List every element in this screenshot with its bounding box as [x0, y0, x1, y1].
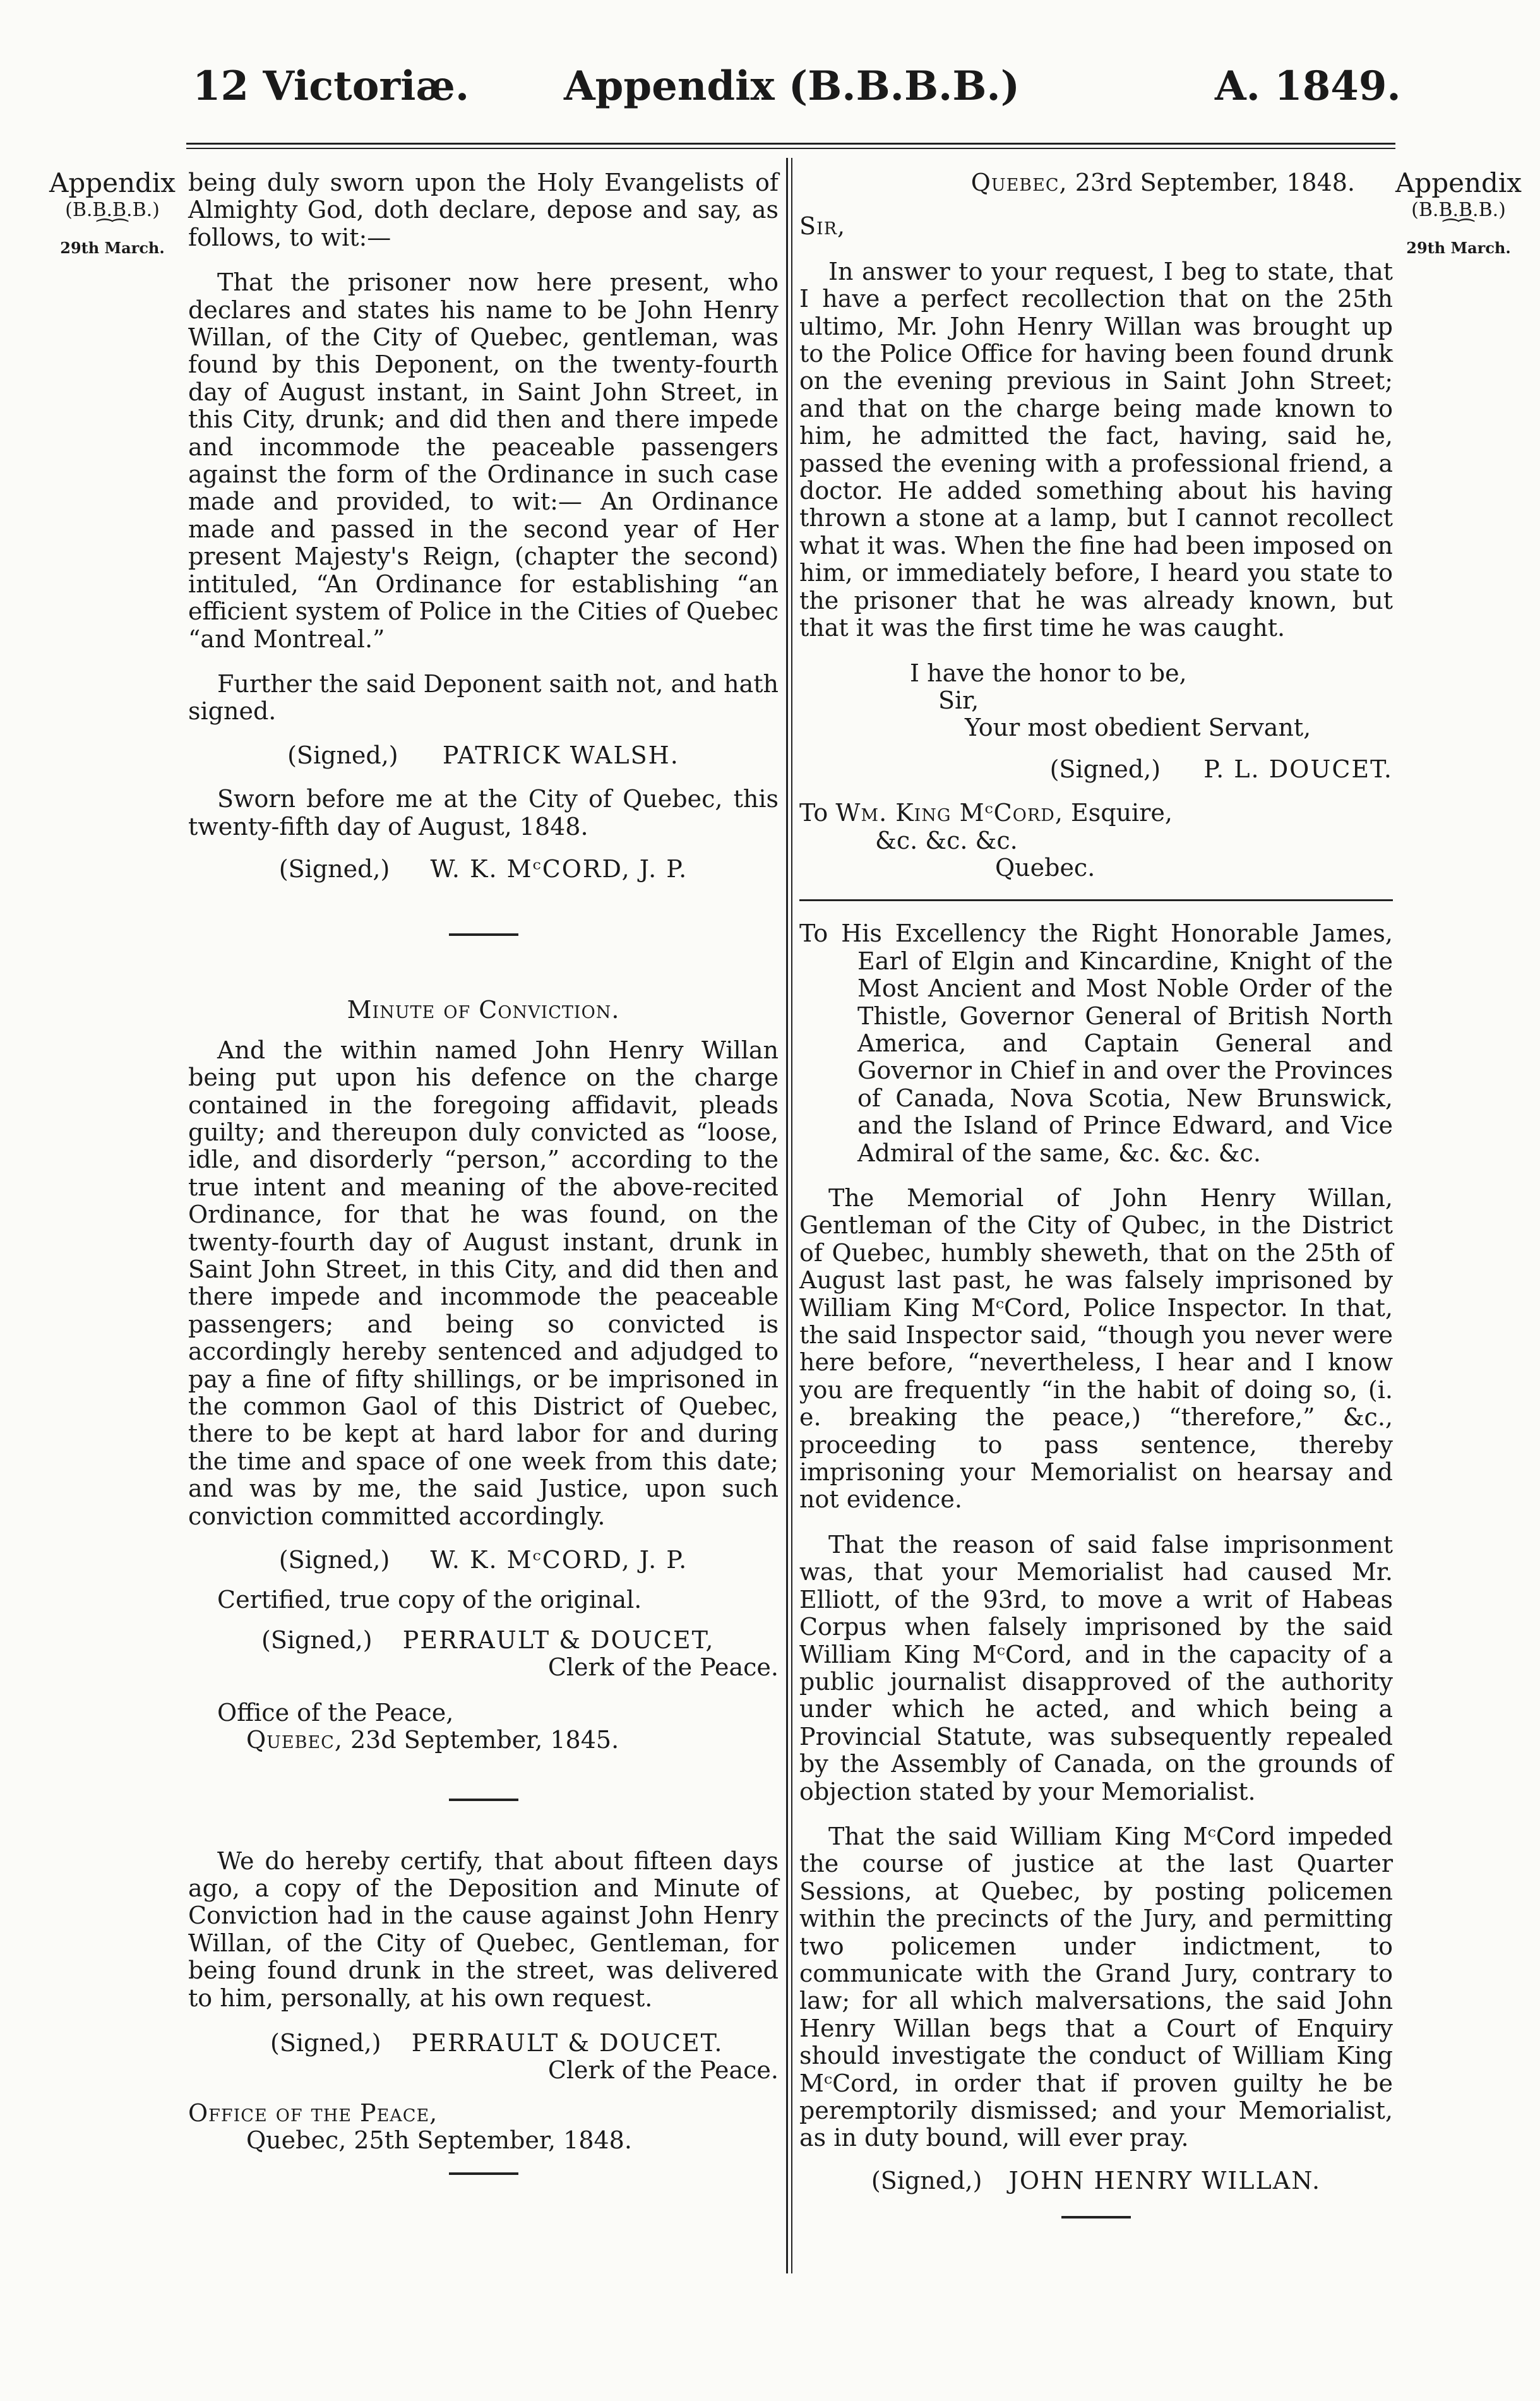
- addressee-line-2: &c. &c. &c.: [875, 826, 1018, 854]
- office-dateline: Quebec, 25th September, 1848.: [246, 2126, 632, 2155]
- margin-note-subtitle: (B.B.B.B.): [1411, 199, 1506, 221]
- margin-note-left: [43, 168, 182, 258]
- signature-walsh: [188, 742, 779, 769]
- margin-note-title: Appendix: [49, 167, 176, 198]
- office-place: Quebec,: [246, 1726, 343, 1754]
- column-divider-right: [791, 158, 792, 2273]
- office-line: Office of the Peace,: [217, 1698, 454, 1727]
- margin-note-subtitle: (B.B.B.B.): [65, 199, 160, 221]
- memorial-address: To His Excellency the Right Honorable James, Earl of Elgin and Kincardine, Knight of the Most Ancient and Most Noble Order of the Thistle, Governor General of British North America, and Captain General and Governor in Chief in and over the Provinces of Canada, Nova Scotia, New Brunswick, and the Island of Prince Edward, and Vice Admiral of the same, &c. &c. &c.: [799, 919, 1393, 1167]
- header-rule-top: [186, 143, 1395, 145]
- deposition-body: That the prisoner now here present, who declares and states his name to be John Henry Willan, of the City of Quebec, gentleman, was found by this Deponent, on the twenty-fourth day of August instant, in Saint John Street, in this City, drunk; and did then and there impede and incommode the peaceable passengers against the form of the Ordinance in such case made and provided, to wit:— An Ordinance made and passed in the second year of Her present Majesty's Reign, (chapter the second) intituled, “An Ordinance for establishing “an efficient system of Police in the Cities of Quebec “and Montreal.”: [188, 268, 779, 653]
- letter-closing-2: Sir,: [938, 686, 979, 714]
- margin-note-title: Appendix: [1395, 167, 1522, 198]
- addressee-name: Wm. King MᶜCord,: [835, 799, 1063, 827]
- sworn-statement: Sworn before me at the City of Quebec, this twenty-fifth day of August, 1848.: [188, 785, 779, 841]
- deposition-opening: being duly sworn upon the Holy Evangelists of Almighty God, doth declare, depose and say, as follows, to wit:—: [188, 169, 779, 251]
- header-right: A. 1849.: [1215, 63, 1401, 110]
- addressee-line-3: Quebec.: [995, 853, 1095, 882]
- certificate-body: We do hereby certify, that about fifteen days ago, a copy of the Deposition and Minute of Conviction had in the cause against John Henry Willan, of the City of Quebec, Gentleman, for being found drunk in the street, was delivered to him, personally, at his own request.: [188, 1847, 779, 2012]
- section-divider: [449, 2172, 518, 2175]
- header-rule-bottom: [186, 148, 1395, 149]
- signature-mccord-2: [188, 1547, 779, 1574]
- header-center: Appendix (B.B.B.B.): [564, 63, 1020, 110]
- left-column: [188, 169, 779, 2175]
- margin-note-date: 29th March.: [60, 239, 165, 257]
- signature-label: (Signed,): [287, 741, 398, 769]
- signature-name: PERRAULT & DOUCET,: [402, 1626, 715, 1654]
- signature-label: (Signed,): [261, 1626, 373, 1654]
- margin-flourish-icon: ⁀⁀: [97, 219, 128, 241]
- addressee-prefix: To: [799, 799, 828, 827]
- memorial-body-3: That the said William King MᶜCord impeded the course of justice at the last Quarter Sessions, at Quebec, by posting policemen within the precincts of the Jury, and permitting two policemen under indictment, to communicate with the Grand Jury, contrary to law; for all which malversations, the said John Henry Willan begs that a Court of Enquiry should investigate the conduct of William King MᶜCord, in order that if proven guilty he be peremptorily dismissed; and your Memorialist, as in duty bound, will ever pray.: [799, 1822, 1393, 2152]
- letter-closing-3: Your most obedient Servant,: [965, 714, 1311, 742]
- memorial-body-1: The Memorial of John Henry Willan, Gentleman of the City of Qubec, in the District of Quebec, humbly sheweth, that on the 25th of August last past, he was falsely imprisoned by William King MᶜCord, Police Inspector. In that, the said Inspector said, “though you never were here before, “nevertheless, I hear and I know you are frequently “in the habit of doing so, (i. e. breaking the peace,) “therefore,” &c., proceeding to pass sentence, thereby imprisoning your Memorialist on hearsay and not evidence.: [799, 1184, 1393, 1514]
- signature-willan: [799, 2167, 1393, 2194]
- right-column: [799, 169, 1393, 2218]
- minute-title: Minute of Conviction.: [347, 996, 620, 1024]
- signature-name: PERRAULT & DOUCET.: [411, 2028, 724, 2057]
- letter-body: In answer to your request, I beg to state, that I have a perfect recollection that on the 25th ultimo, Mr. John Henry Willan was brought up to the Police Office for having been found drunk on the evening previous in Saint John Street; and that on the charge being made known to him, he admitted the fact, having, said he, passed the evening with a professional friend, a doctor. He added something about his having thrown a stone at a lamp, but I cannot recollect what it was. When the fine had been imposed on him, or immediately before, I heard you state to the prisoner that he was already known, but that it was the first time he was caught.: [799, 257, 1393, 642]
- clerk-title-1: Clerk of the Peace.: [547, 1653, 779, 1682]
- signature-perrault-2: [188, 2030, 779, 2057]
- signature-label: (Signed,): [1049, 755, 1161, 783]
- letter-date: 23rd September, 1848.: [1075, 169, 1355, 196]
- signature-name: W. K. MᶜCORD, J. P.: [430, 854, 688, 883]
- signature-label: (Signed,): [278, 1546, 390, 1574]
- signature-label: (Signed,): [871, 2166, 982, 2194]
- signature-label: (Signed,): [270, 2028, 381, 2057]
- memorial-body-2: That the reason of said false imprisonment was, that your Memorialist had caused Mr. Elliott, of the 93rd, to move a writ of Habeas Corpus when falsely imprisoned by the said William King MᶜCord, and in the capacity of a public journalist disapproved of the authority under which he acted, and which being a Provincial Statute, was subsequently repealed by the Assembly of Canada, on the grounds of objection stated by your Memorialist.: [799, 1530, 1393, 1805]
- signature-doucet: [799, 756, 1393, 783]
- signature-label: (Signed,): [278, 854, 390, 883]
- letter-place: Quebec,: [970, 169, 1068, 196]
- column-divider-left: [786, 158, 788, 2273]
- section-divider: [1061, 2216, 1131, 2218]
- office-date: 23d September, 1845.: [350, 1726, 619, 1754]
- signature-mccord-1: [188, 856, 779, 883]
- signature-name: PATRICK WALSH.: [442, 741, 679, 769]
- signature-perrault-1: [188, 1627, 779, 1654]
- signature-name: JOHN HENRY WILLAN.: [1008, 2166, 1322, 2194]
- margin-flourish-icon: ⁀⁀: [1443, 219, 1474, 241]
- deposition-closing: Further the said Deponent saith not, and hath signed.: [188, 669, 779, 726]
- letter-addressee: [799, 799, 1393, 827]
- letter-dateline: [799, 169, 1393, 196]
- office-dateline: [188, 1727, 779, 1754]
- letter-closing-1: I have the honor to be,: [910, 659, 1187, 687]
- clerk-title-2: Clerk of the Peace.: [547, 2056, 779, 2085]
- office-line: Office of the Peace,: [188, 2099, 438, 2127]
- certified-copy: Certified, true copy of the original.: [217, 1586, 642, 1614]
- margin-note-right: [1389, 168, 1528, 258]
- header-left: 12 Victoriæ.: [193, 63, 470, 110]
- addressee-suffix: Esquire,: [1071, 799, 1173, 827]
- signature-name: W. K. MᶜCORD, J. P.: [430, 1546, 688, 1574]
- signature-name: P. L. DOUCET.: [1203, 755, 1393, 783]
- letter-salutation: Sir,: [799, 212, 846, 241]
- margin-note-date: 29th March.: [1406, 239, 1511, 257]
- minute-body: And the within named John Henry Willan being put upon his defence on the charge contained in the foregoing affidavit, pleads guilty; and thereupon duly convicted as “loose, idle, and disorderly “person,” according to the true intent and meaning of the above-recited Ordinance, for that he was found, on the twenty-fourth day of August instant, drunk in Saint John Street, in this City, and did then and there impede and incommode the peaceable passengers; and being so convicted is accordingly hereby sentenced and adjudged to pay a fine of fifty shillings, or be imprisoned in the common Gaol of this District of Quebec, there to be kept at hard labor for and during the time and space of one week from this date; and was by me, the said Justice, upon such conviction committed accordingly.: [188, 1036, 779, 1530]
